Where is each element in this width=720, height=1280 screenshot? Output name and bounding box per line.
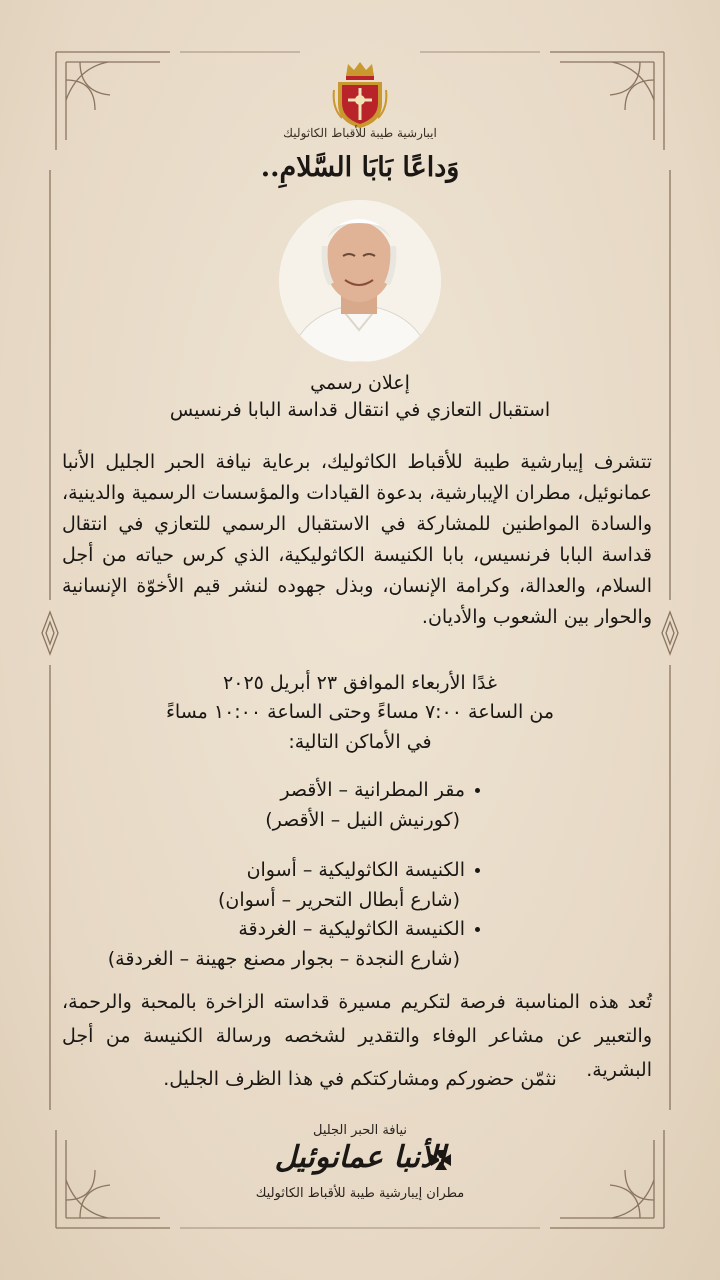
place-address: (كورنيش النيل – الأقصر)	[265, 809, 460, 831]
announcement-subtitle: استقبال التعازي في انتقال قداسة البابا فرنسيس	[169, 399, 551, 421]
places-heading: في الأماكن التالية:	[288, 731, 432, 753]
coat-of-arms-icon	[332, 60, 388, 132]
date-line: غدًا الأربعاء الموافق ٢٣ أبريل ٢٠٢٥	[223, 672, 497, 694]
signature-label: نيافة الحبر الجليل	[312, 1123, 408, 1138]
place-name: مقر المطرانية – الأقصر	[280, 779, 465, 801]
bullet-icon	[475, 788, 480, 793]
bullet-icon	[475, 868, 480, 873]
place-item-luxor	[265, 775, 480, 835]
time-line: من الساعة ٧:٠٠ مساءً وحتى الساعة ١٠:٠٠ مساءً	[165, 701, 555, 723]
place-item-aswan	[218, 855, 480, 915]
place-address: (شارع أبطال التحرير – أسوان)	[217, 889, 460, 911]
invitation-paragraph: تتشرف إيبارشية طيبة للأقباط الكاثوليك، برعاية نيافة الحبر الجليل الأنبا عمانوئيل، مطران الإيبارشية، بدعوة القيادات والمؤسسات الرسمية والدينية، والسادة المواطنين للمشاركة في الاستقبال الرسمي للتعازي في انتقال قداسة البابا فرنسيس، بابا الكنيسة الكاثوليكية، الذي كرس حياته من أجل السلام، والعدالة، وكرامة الإنسان، وبذل جهوده لنشر قيم الأخوّة الإنسانية والحوار بين الشعوب والأديان.	[62, 451, 652, 628]
thanks-line: نثمّن حضوركم ومشاركتكم في هذا الظرف الجليل.	[163, 1068, 557, 1090]
place-item-hurghada	[108, 914, 480, 974]
signature-name: الأنبا عمانوئيل	[274, 1140, 446, 1175]
signature-title: مطران إيبارشية طيبة للأقباط الكاثوليك	[255, 1186, 465, 1201]
bullet-icon	[475, 927, 480, 932]
place-name: الكنيسة الكاثوليكية – أسوان	[246, 859, 465, 881]
place-address: (شارع النجدة – بجوار مصنع جهينة – الغردقة)	[107, 948, 460, 970]
closing-paragraph: تُعد هذه المناسبة فرصة لتكريم مسيرة قداسته الزاخرة بالمحبة والرحمة، والتعبير عن مشاعر الوفاء والتقدير لشخصه ورسالة الكنيسة من أجل البشرية.	[62, 991, 652, 1081]
crest-caption: ايبارشية طيبة للأقباط الكاثوليك	[283, 126, 437, 140]
farewell-title: وَداعًا بَابَا السَّلامِ..	[260, 152, 460, 183]
announcement-title: إعلان رسمي	[310, 372, 410, 394]
place-name: الكنيسة الكاثوليكية – الغردقة	[238, 918, 465, 940]
pope-portrait	[279, 200, 441, 362]
